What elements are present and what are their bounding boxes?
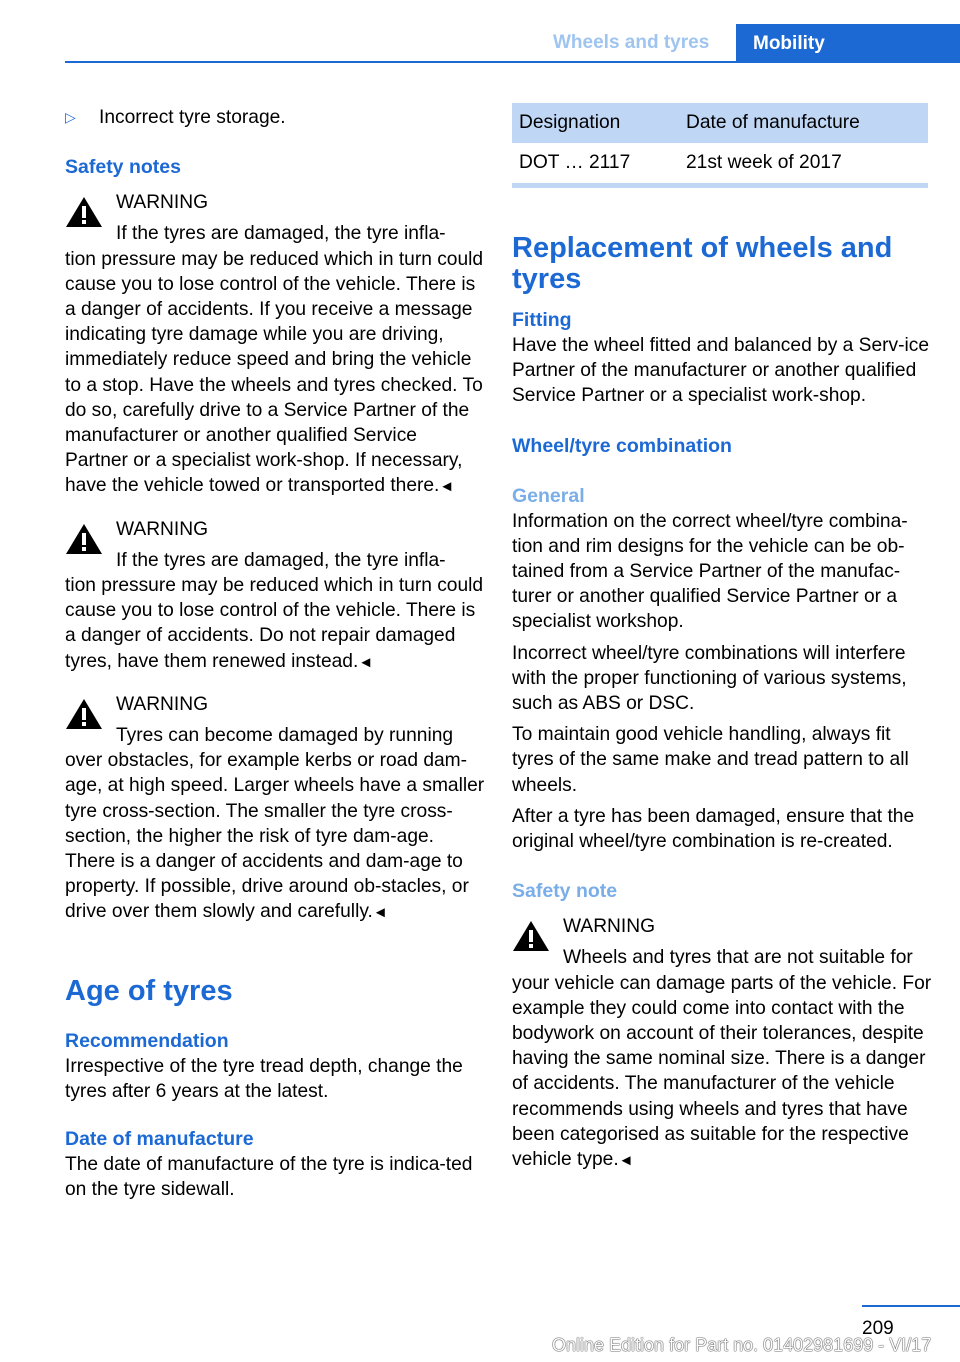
general-paragraph: After a tyre has been damaged, ensure that the original wheel/tyre combination is re-created. (512, 805, 915, 853)
warning-triangle-icon (512, 919, 550, 953)
table-header-designation: Designation (512, 103, 679, 143)
header-section-title: Wheels and tyres (553, 32, 710, 53)
general-paragraph: Incorrect wheel/tyre combinations will interfere with the proper functioning of various systems, such as ABS or DSC. (512, 642, 907, 715)
table-header-row (512, 103, 928, 143)
warning-block (512, 914, 932, 1173)
header-chapter-tab[interactable]: Mobility (736, 24, 960, 63)
replacement-heading: Replacement of wheels and tyres (512, 232, 893, 295)
recommendation-text: Irrespective of the tyre tread depth, change the tyres after 6 years at the latest. (65, 1055, 463, 1102)
warning-first-line: If the tyres are damaged, the tyre infla- (116, 549, 446, 571)
end-mark-icon: ◄ (618, 1152, 634, 1170)
recommendation-heading: Recommendation (65, 1029, 229, 1052)
table-cell: DOT … 2117 (519, 152, 631, 174)
triangle-bullet-icon: ▷ (65, 109, 76, 125)
end-mark-icon: ◄ (439, 478, 455, 496)
list-item: ▷ Incorrect tyre storage. (65, 105, 485, 130)
warning-label: WARNING (116, 192, 209, 214)
date-of-manufacture-heading: Date of manufacture (65, 1128, 254, 1151)
left-column (65, 103, 485, 1203)
warning-label: WARNING (116, 693, 209, 715)
safety-note-heading: Safety note (512, 880, 618, 903)
warning-block (65, 190, 485, 499)
age-of-tyres-heading: Age of tyres (65, 974, 233, 1007)
end-mark-icon: ◄ (372, 904, 388, 922)
warning-first-line: If the tyres are damaged, the tyre infla- (116, 223, 446, 245)
table-bottom-rule (512, 183, 928, 188)
fitting-text: Have the wheel fitted and balanced by a Serv-ice Partner of the manufacturer or another qualified Service Partner or a specialist work-shop. (512, 335, 930, 407)
footer-rule (862, 1305, 960, 1307)
safety-notes-heading: Safety notes (65, 156, 181, 179)
warning-text: tion pressure may be reduced which in turn could cause you to lose control of the vehicle. There is a danger of accidents. Do not repair damaged tyres, have them renewed instead. (65, 575, 484, 672)
general-paragraph: Information on the correct wheel/tyre combina-tion and rim designs for the vehicle can be ob-tained from a Service Partner of the manufac-turer or another qualified Service Partner or a specialist workshop. (512, 510, 908, 633)
warning-label: WARNING (116, 518, 209, 540)
table-header-date: Date of manufacture (679, 103, 928, 143)
table-row (512, 143, 928, 183)
warning-label: WARNING (563, 916, 656, 938)
date-of-manufacture-text: The date of manufacture of the tyre is indica-ted on the tyre sidewall. (65, 1154, 473, 1201)
edition-footer: Online Edition for Part no. 01402981699 - VI/17 (552, 1335, 932, 1355)
header-rule (65, 61, 960, 63)
table-cell: 21st week of 2017 (686, 152, 842, 174)
tyre-date-table (512, 103, 928, 183)
warning-first-line: Wheels and tyres that are not suitable for (563, 947, 913, 969)
page-number: 209 (862, 1318, 894, 1339)
warning-block (65, 692, 485, 926)
general-paragraph: To maintain good vehicle handling, always fit tyres of the same make and tread pattern to all wheels. (512, 724, 909, 796)
warning-triangle-icon (65, 195, 103, 229)
warning-first-line: Tyres can become damaged by running (116, 725, 454, 747)
general-heading: General (512, 484, 585, 507)
end-mark-icon: ◄ (358, 653, 374, 671)
right-column (512, 103, 932, 1173)
warning-triangle-icon (65, 697, 103, 731)
warning-block (65, 517, 485, 675)
warning-text: over obstacles, for example kerbs or road dam-age, at high speed. Larger wheels have a smaller tyre cross-section. The smaller the tyre cross-section, the higher the risk of tyre dam-age. There is a danger of accidents and dam-age to property. If possible, drive around ob-stacles, or drive over them slowly and carefully. (65, 750, 485, 923)
warning-text: tion pressure may be reduced which in turn could cause you to lose control of the vehicle. There is a danger of accidents. If you receive a message indicating tyre damage while you are driving, immediately reduce speed and bring the vehicle to a stop. Have the wheels and tyres checked. To do so, carefully drive to a Service Partner of the manufacturer or another qualified Service Partner or a specialist work-shop. If necessary, have the vehicle towed or transported there. (65, 248, 484, 497)
wheel-tyre-combination-heading: Wheel/tyre combination (512, 434, 732, 457)
warning-text: your vehicle can damage parts of the vehicle. For example they could come into contact with the bodywork on account of their tolerances, despite having the same nominal size. There is a danger of accidents. The manufacturer of the vehicle recommends using wheels and tyres that have been categorised as suitable for the respective vehicle type. (512, 972, 932, 1171)
fitting-heading: Fitting (512, 309, 572, 331)
warning-triangle-icon (65, 522, 103, 556)
